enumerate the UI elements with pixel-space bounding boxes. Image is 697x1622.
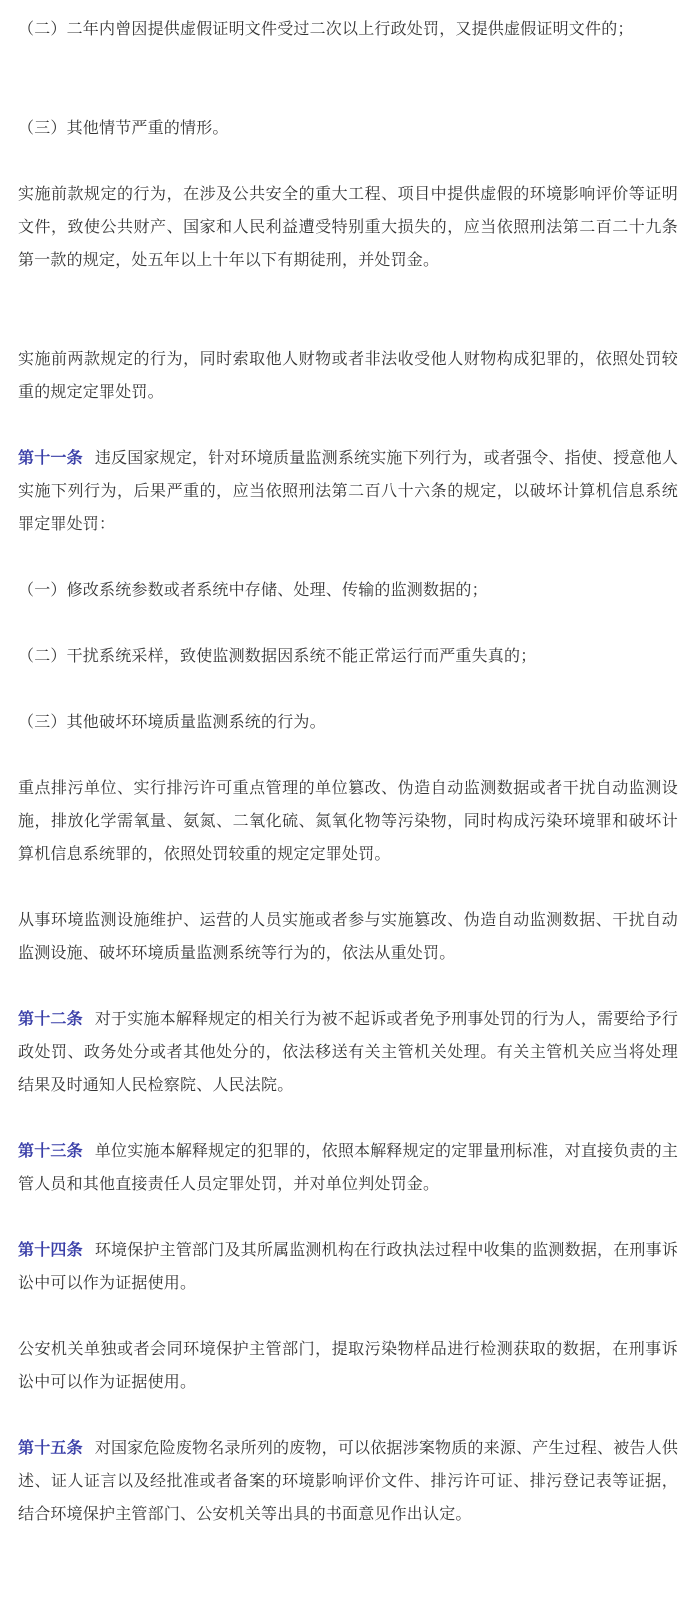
paragraph-text: 公安机关单独或者会同环境保护主管部门，提取污染物样品进行检测获取的数据，在刑事诉讼中可以作为证据使用。 <box>18 1339 678 1391</box>
paragraph-text: 单位实施本解释规定的犯罪的，依照本解释规定的定罪量刑标准，对直接负责的主管人员和其他直接责任人员定罪处罚，并对单位判处罚金。 <box>18 1141 679 1193</box>
article-11-item-2 <box>18 639 678 672</box>
paragraph-key-polluters <box>18 771 678 870</box>
paragraph-maintenance-staff <box>18 903 678 969</box>
article-12 <box>18 1002 678 1101</box>
paragraph-text: 对国家危险废物名录所列的废物，可以依据涉案物质的来源、产生过程、被告人供述、证人证言以及经批准或者备案的环境影响评价文件、排污许可证、排污登记表等证据，结合环境保护主管部门、公安机关等出具的书面意见作出认定。 <box>18 1438 679 1523</box>
paragraph-penalty-major-projects <box>18 177 678 276</box>
article-13 <box>18 1134 678 1200</box>
article-14 <box>18 1233 678 1299</box>
paragraph-text: 对于实施本解释规定的相关行为被不起诉或者免予刑事处罚的行为人，需要给予行政处罚、政务处分或者其他处分的，依法移送有关主管机关处理。有关主管机关应当将处理结果及时通知人民检察院、人民法院。 <box>18 1009 679 1094</box>
paragraph-penalty-bribery <box>18 342 678 408</box>
article-number: 第十二条 <box>18 1009 83 1028</box>
article-11-item-3 <box>18 705 678 738</box>
article-number: 第十五条 <box>18 1438 83 1457</box>
paragraph-text: 重点排污单位、实行排污许可重点管理的单位篡改、伪造自动监测数据或者干扰自动监测设施，排放化学需氧量、氨氮、二氧化硫、氮氧化物等污染物，同时构成污染环境罪和破坏计算机信息系统罪的，依照处罚较重的规定定罪处罚。 <box>18 778 678 863</box>
paragraph-item-2 <box>18 12 678 45</box>
paragraph-item-3 <box>18 111 678 144</box>
paragraph-text: （二）干扰系统采样，致使监测数据因系统不能正常运行而严重失真的； <box>18 646 537 665</box>
article-number: 第十四条 <box>18 1240 83 1259</box>
article-number: 第十三条 <box>18 1141 83 1160</box>
paragraph-text: （一）修改系统参数或者系统中存储、处理、传输的监测数据的； <box>18 580 488 599</box>
paragraph-police-evidence <box>18 1332 678 1398</box>
paragraph-text: 环境保护主管部门及其所属监测机构在行政执法过程中收集的监测数据，在刑事诉讼中可以作为证据使用。 <box>18 1240 679 1292</box>
paragraph-text: 违反国家规定，针对环境质量监测系统实施下列行为，或者强令、指使、授意他人实施下列行为，后果严重的，应当依照刑法第二百八十六条的规定，以破坏计算机信息系统罪定罪处罚： <box>18 448 679 533</box>
article-11 <box>18 441 678 540</box>
paragraph-text: （三）其他情节严重的情形。 <box>18 118 229 137</box>
paragraph-text: （二）二年内曾因提供虚假证明文件受过二次以上行政处罚，又提供虚假证明文件的； <box>18 19 634 38</box>
article-15 <box>18 1431 678 1530</box>
article-number: 第十一条 <box>18 448 83 467</box>
paragraph-text: 从事环境监测设施维护、运营的人员实施或者参与实施篡改、伪造自动监测数据、干扰自动监测设施、破坏环境质量监测系统等行为的，依法从重处罚。 <box>18 910 678 962</box>
paragraph-text: （三）其他破坏环境质量监测系统的行为。 <box>18 712 326 731</box>
article-11-item-1 <box>18 573 678 606</box>
paragraph-text: 实施前款规定的行为，在涉及公共安全的重大工程、项目中提供虚假的环境影响评价等证明文件，致使公共财产、国家和人民利益遭受特别重大损失的，应当依照刑法第二百二十九条第一款的规定，处五年以上十年以下有期徒刑，并处罚金。 <box>18 184 678 269</box>
paragraph-text: 实施前两款规定的行为，同时索取他人财物或者非法收受他人财物构成犯罪的，依照处罚较重的规定定罪处罚。 <box>18 349 678 401</box>
